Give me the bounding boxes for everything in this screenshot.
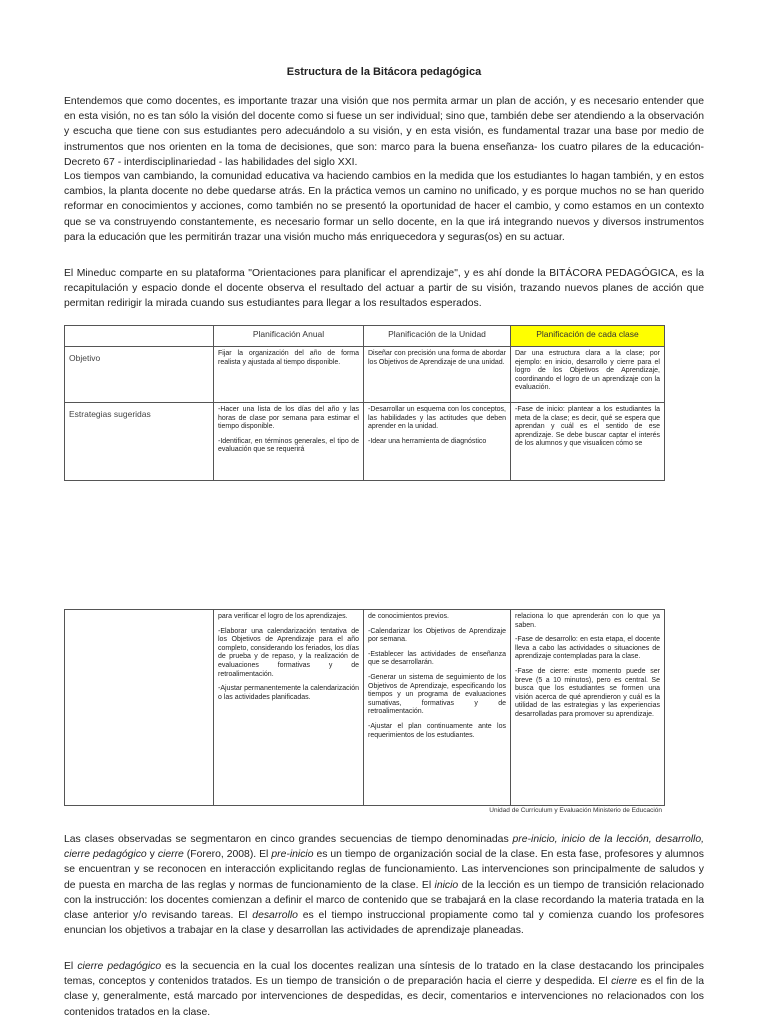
document-title: Estructura de la Bitácora pedagógica	[286, 66, 482, 78]
cell-objetivo-unidad: Diseñar con precisión una forma de abordar los Objetivos de Aprendizaje de una unidad.	[364, 347, 511, 403]
paragraph-closure: El cierre pedagógico es la secuencia en la cual los docentes realizan una síntesis de lo tratado en la clase destacando los principales temas, conceptos y contenidos tratados. Es un tiempo de transición o de preparación hacia el cierre y despedida. El cierre es el fin de la clase y, generalmente, está marcado por intervenciones de despedidas, es decir, comentarios e intervenciones no relacionados con los contenidos tratados en la clase.	[64, 961, 704, 1018]
cell-continuation-label	[65, 610, 214, 806]
cell-estrategias-unidad: -Desarrollar un esquema con los conceptos, las habilidades y las actitudes que deben aprender en la unidad. -Idear una herramienta de diagnóstico	[364, 403, 511, 481]
cell-continuation-unidad: de conocimientos previos. -Calendarizar los Objetivos de Aprendizaje por semana. -Establecer las actividades de enseñanza que se desarrollarán. -Generar un sistema de seguimiento de los Objetivos de Aprendizaje, especificando los tiempos y un programa de evaluaciones sumativas, formativas y de retroalimentación. -Ajustar el plan continuamente ante los requerimientos de los estudiantes.	[364, 610, 511, 806]
table-row-objetivo	[65, 347, 665, 403]
cell-objetivo-anual: Fijar la organización del año de forma realista y ajustada al tiempo disponible.	[214, 347, 364, 403]
cell-continuation-anual: para verificar el logro de los aprendizajes. -Elaborar una calendarización tentativa de los Objetivos de Aprendizaje para el año completo, considerando los feriados, los días de prueba y de repaso, y la realización de evaluaciones formativas y de retroalimentación. -Ajustar permanentemente la calendarización o las actividades planificadas.	[214, 610, 364, 806]
planning-table	[64, 325, 665, 481]
paragraph-mineduc: El Mineduc comparte en su plataforma "Orientaciones para planificar el aprendizaje", y es ahí donde la BITÁCORA PEDAGÓGICA, es la recapitulación y espacio donde el docente observa el resultado del actuar a partir de su visión, trazando nuevos planes de acción que permitan redirigir la mirada cuando sus estudiantes para llegar a los resultados esperados.	[64, 268, 704, 310]
table-row-estrategias	[65, 403, 665, 481]
cell-estrategias-clase: -Fase de inicio: plantear a los estudiantes la meta de la clase; es decir, qué se espera que aprendan y cuál es el sentido de ese aprendizaje. Se debe buscar captar el interés de los alumnos y que visualicen cómo se	[511, 403, 665, 481]
cell-continuation-clase: relaciona lo que aprenderán con lo que ya saben. -Fase de desarrollo: en esta etapa, el docente lleva a cabo las actividades o situaciones de aprendizaje contempladas para la clase. -Fase de cierre: este momento puede ser breve (5 a 10 minutos), pero es central. Se busca que los estudiantes se formen una visión acerca de qué aprendieron y cuál es la utilidad de las estrategias y las experiencias desarrolladas para promover su aprendizaje.	[511, 610, 665, 806]
table-header-unidad: Planificación de la Unidad	[364, 326, 511, 347]
table-source-caption: Unidad de Currículum y Evaluación Ministerio de Educación	[489, 807, 662, 814]
table-header-anual: Planificación Anual	[214, 326, 364, 347]
table-header-clase: Planificación de cada clase	[511, 326, 665, 347]
table-row-continuation	[65, 610, 665, 806]
paragraph-changes: Los tiempos van cambiando, la comunidad educativa va haciendo cambios en la medida que los estudiantes lo hagan también, y en estos cambios, la planta docente no debe quedarse atrás. En la práctica vemos un camino no unificado, y es porque muchos no se han querido reformar en conocimientos y acciones, como también no se presentó la oportunidad de hacer el cambio, y como estamos en un contexto que se va construyendo constantemente, es necesario formar un sello docente, en la que irá integrando nuevos y diversos instrumentos para la educación que les permitirán trazar una visión mucho más enriquecedora y seguras(os) en su actuar.	[64, 171, 704, 243]
paragraph-class-segments: Las clases observadas se segmentaron en cinco grandes secuencias de tiempo denominadas pre-inicio, inicio de la lección, desarrollo, cierre pedagógico y cierre (Forero, 2008). El pre-inicio es un tiempo de organización social de la clase. En esta fase, profesores y alumnos se encuentran y se reconocen en interacción explicitando reglas de funcionamiento. Las intervenciones son principalmente de saludos y de puesta en marcha de las reglas y normas de funcionamiento de la clase. El inicio de la lección es un tiempo de transición relacionado con la instrucción: los docentes comienzan a definir el marco de contenido que se trabajará en la clase recordando la materia tratada en la clase anterior y/o revisando tareas. El desarrollo es el tiempo instruccional propiamente como tal y comienza cuando los profesores enuncian los objetivos a trabajar en la clase y desarrollan las actividades de aprendizaje planeadas.	[64, 834, 705, 937]
cell-estrategias-anual: -Hacer una lista de los días del año y las horas de clase por semana para estimar el tiempo disponible. -Identificar, en términos generales, el tipo de evaluación que se requerirá	[214, 403, 364, 481]
planning-table-continued	[64, 609, 665, 806]
table-header-empty	[65, 326, 214, 347]
paragraph-intro: Entendemos que como docentes, es importante trazar una visión que nos permita armar un plan de acción, y es necesario entender que en esta visión, no es tan sólo la visión del docente como si fuese un ser individual; sino que, también debe ser atendiendo a la observación y escucha que tiene con sus estudiantes pero adecuándolo a su visión, y en esta visión, es fundamental trazar una base por medio de instrumentos que nos orienten en la toma de decisiones, que son: marco para la buena enseñanza- los cuatro pilares de la educación- Decreto 67 - interdisciplinariedad - las habilidades del siglo XXI.	[64, 96, 705, 168]
cell-objetivo-clase: Dar una estructura clara a la clase; por ejemplo: en inicio, desarrollo y cierre para el logro de los Objetivos de Aprendizaje, coordinando el logro de un aprendizaje con la evaluación.	[511, 347, 665, 403]
row-label-estrategias: Estrategias sugeridas	[65, 403, 214, 481]
table-header-row	[65, 326, 665, 347]
row-label-objetivo: Objetivo	[65, 347, 214, 403]
